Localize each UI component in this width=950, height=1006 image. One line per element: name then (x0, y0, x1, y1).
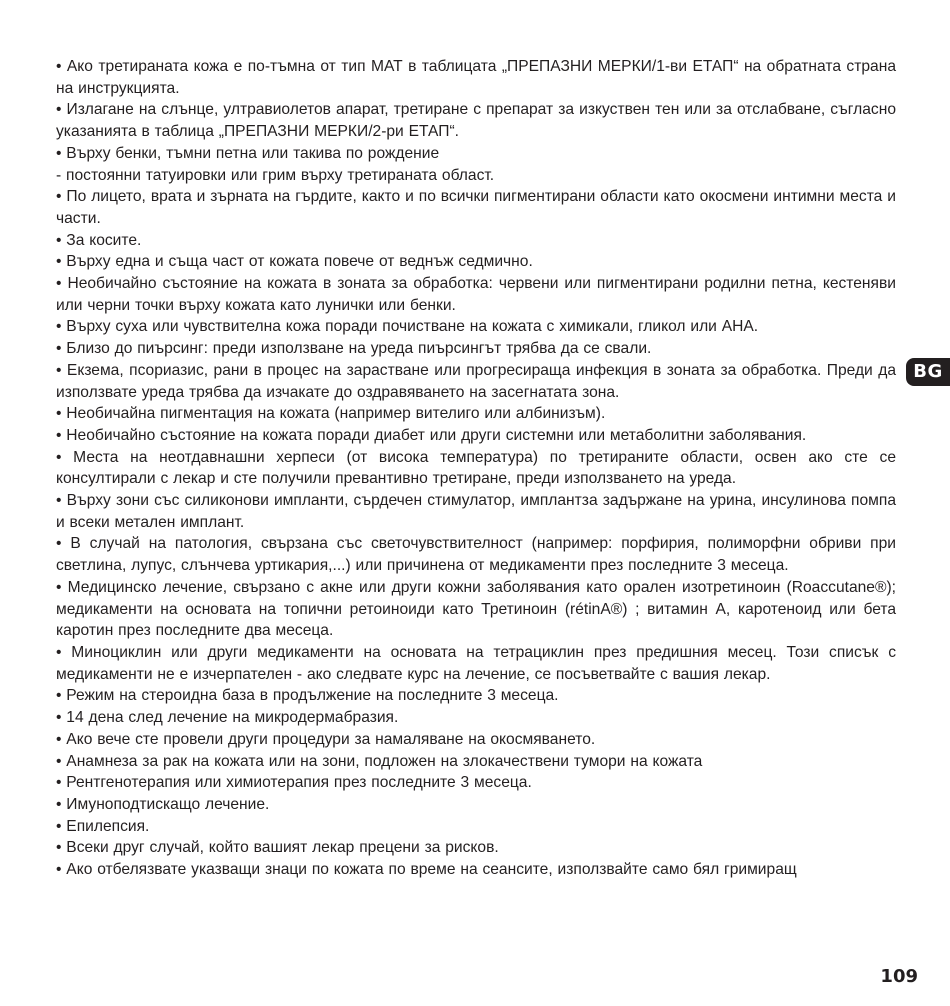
page-number: 109 (880, 966, 918, 987)
list-item: • Имуноподтискащо лечение. (56, 795, 270, 813)
list-item: • Рентгенотерапия или химиотерапия през последните 3 месеца. (56, 774, 532, 792)
list-item: • Върху суха или чувствителна кожа поради почистване на кожата с химикали, гликол или АНА. (56, 318, 759, 336)
list-item: • Епилепсия. (56, 817, 150, 835)
list-item: • Ако третираната кожа е по-тъмна от тип МАТ в таблицата „ПРЕПАЗНИ МЕРКИ/1-ви ЕТАП“ на обратната страна на инструкцията. (56, 58, 896, 97)
list-item: • Върху бенки, тъмни петна или такива по рождение (56, 144, 440, 162)
list-item: • Места на неотдавнашни херпеси (от висока температура) по третираните области, освен ако сте се консултирали с лекар и сте получили превантивно третиране, преди използването на уреда. (56, 448, 896, 488)
list-item: • Ако отбелязвате указващи знаци по кожата по време на сеансите, използвайте само бял гримиращ (56, 861, 797, 879)
list-item: • Ако вече сте провели други процедури за намаляване на окосмяването. (56, 730, 596, 748)
list-item: • За косите. (56, 231, 142, 249)
list-item: • По лицето, врата и зърната на гърдите, както и по всички пигментирани области като окосмени интимни места и части. (56, 188, 896, 227)
list-item: • Излагане на слънце, ултравиолетов апарат, третиране с препарат за изкуствен тен или за отслабване, съгласно указанията в таблица „ПРЕПАЗНИ МЕРКИ/2-ри ЕТАП“. (56, 101, 896, 141)
list-item: • Всеки друг случай, който вашият лекар прецени за рисков. (56, 839, 499, 857)
list-item: • Необичайна пигментация на кожата (например вителиго или албинизъм). (56, 405, 606, 423)
list-item: • Анамнеза за рак на кожата или на зони, подложен на злокачествени тумори на кожата (56, 752, 703, 770)
list-item: • Необичайно състояние на кожата поради диабет или други системни или метаболитни заболявания. (56, 426, 807, 444)
language-tab: BG (906, 358, 950, 386)
list-item: • Върху една и съща част от кожата повече от веднъж седмично. (56, 253, 533, 271)
list-item: • В случай на патология, свързана със светочувствителност (например: порфирия, полиморфни обриви при светлина, лупус, слънчева уртикария,...) или причинена от медикаменти през последните 3 месеца. (56, 535, 896, 575)
list-item: • Миноциклин или други медикаменти на основата на тетрациклин през предишния месец. Този списък с медикаменти не е изчерпателен - ако следвате курс на лечение, се посъветвайте с вашия лекар. (56, 643, 896, 683)
contraindications-list (56, 56, 896, 881)
list-item: • Необичайно състояние на кожата в зоната за обработка: червени или пигментирани родилни петна, кестеняви или черни точки върху кожата като лунички или бенки. (56, 275, 896, 314)
list-item: - постоянни татуировки или грим върху третираната област. (56, 166, 495, 184)
list-item: • Медицинско лечение, свързано с акне или други кожни заболявания като орален изотретиноин (Roaccutane®); медикаменти на основата на топични ретоиноиди като Третиноин (rétinA®) ; витамин А, каротеноид или бета каротин през последните два месеца. (56, 578, 896, 640)
list-item: • Режим на стероидна база в продължение на последните 3 месеца. (56, 687, 559, 705)
list-item: • Върху зони със силиконови импланти, сърдечен стимулатор, имплантза задържане на урина, инсулинова помпа и всеки метален имплант. (56, 492, 896, 531)
list-item: • Близо до пиърсинг: преди използване на уреда пиърсингът трябва да се свали. (56, 340, 652, 358)
list-item: • Екзема, псориазис, рани в процес на зарастване или прогресираща инфекция в зоната за обработка. Преди да използвате уреда трябва да изчакате до оздравяването на засегнатата зона. (56, 361, 896, 401)
list-item: • 14 дена след лечение на микродермабразия. (56, 709, 399, 727)
